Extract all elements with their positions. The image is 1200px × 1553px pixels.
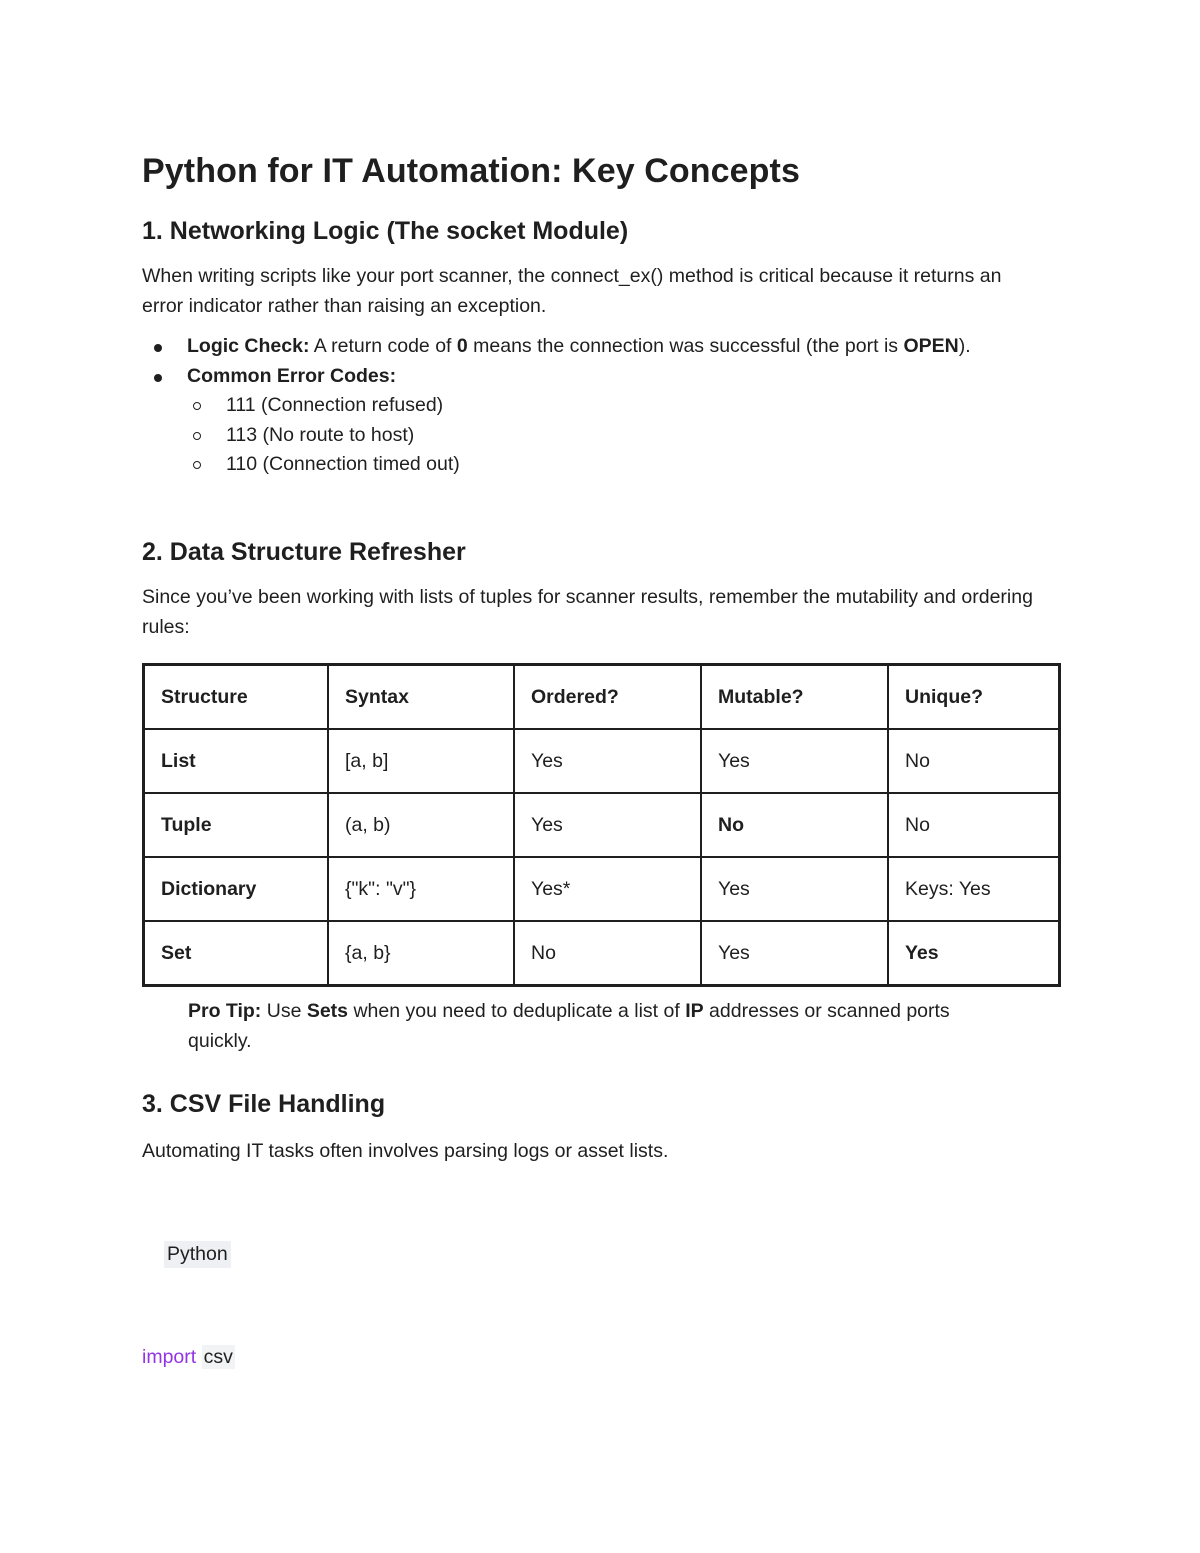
- error-code: 110: [226, 453, 258, 475]
- table-cell: Yes: [701, 921, 888, 986]
- table-cell: No: [514, 921, 701, 986]
- return-code: 0: [456, 335, 468, 357]
- port-state: OPEN: [903, 335, 959, 357]
- code-keyword: import: [142, 1346, 197, 1368]
- table-cell: No: [888, 729, 1060, 793]
- code-line: [142, 1346, 235, 1369]
- table-cell: Yes: [701, 729, 888, 793]
- pro-tip-text-2: when you need to deduplicate a list of: [348, 1000, 686, 1022]
- error-code-item: [186, 450, 1047, 480]
- error-codes-item: [142, 362, 1047, 480]
- bullet-icon: [154, 374, 162, 382]
- column-header: Syntax: [328, 665, 514, 730]
- error-desc: (Connection timed out): [257, 453, 460, 475]
- bullet-icon: [154, 344, 162, 352]
- code-language-label: Python: [164, 1241, 231, 1268]
- section-1-bullets: [142, 332, 1047, 480]
- column-header: Structure: [144, 665, 329, 730]
- pro-tip-sets: Sets: [306, 1000, 349, 1022]
- logic-check-text: A return code of: [309, 335, 457, 357]
- column-header: Unique?: [888, 665, 1060, 730]
- table-cell: {a, b}: [328, 921, 514, 986]
- pro-tip-ip: IP: [685, 1000, 704, 1022]
- table-cell: No: [701, 793, 888, 857]
- table-cell: Tuple: [144, 793, 329, 857]
- table-cell: No: [888, 793, 1060, 857]
- logic-check-item: [142, 332, 1047, 362]
- table-cell: Yes: [701, 857, 888, 921]
- error-code: 113: [226, 423, 258, 446]
- logic-check-end: ).: [958, 335, 971, 357]
- table-cell: Yes*: [514, 857, 701, 921]
- table-cell: Yes: [888, 921, 1060, 986]
- pro-tip-text: Use: [261, 1000, 307, 1022]
- table-row: [144, 921, 1060, 986]
- pro-tip: [188, 996, 1008, 1056]
- circle-bullet-icon: [193, 432, 201, 440]
- table-row: [144, 729, 1060, 793]
- logic-check-label: Logic Check:: [187, 335, 310, 357]
- table-cell: Set: [144, 921, 329, 986]
- section-3-heading: 3. CSV File Handling: [142, 1090, 386, 1118]
- error-desc: (No route to host): [257, 423, 415, 446]
- logic-check-text-2: means the connection was successful (the port is: [467, 335, 904, 357]
- circle-bullet-icon: [193, 402, 201, 410]
- pro-tip-text-3: addresses or scanned ports quickly.: [188, 1000, 950, 1052]
- table-cell: Yes: [514, 729, 701, 793]
- page-title: Python for IT Automation: Key Concepts: [142, 152, 800, 190]
- error-code-item: [186, 421, 1047, 451]
- table-cell: Keys: Yes: [888, 857, 1060, 921]
- error-desc: (Connection refused): [255, 394, 444, 416]
- column-header: Ordered?: [514, 665, 701, 730]
- table-header-row: [144, 665, 1060, 730]
- table-cell: Dictionary: [144, 857, 329, 921]
- section-3-intro: Automating IT tasks often involves parsing logs or asset lists.: [142, 1140, 669, 1162]
- table-cell: List: [144, 729, 329, 793]
- error-codes-label: Common Error Codes:: [187, 364, 397, 387]
- circle-bullet-icon: [193, 461, 201, 469]
- data-structure-table: [142, 663, 1061, 987]
- column-header: Mutable?: [701, 665, 888, 730]
- error-code-item: [186, 391, 1047, 421]
- pro-tip-label: Pro Tip:: [188, 1000, 262, 1022]
- table-cell: Yes: [514, 793, 701, 857]
- section-1-heading: 1. Networking Logic (The socket Module): [142, 217, 629, 245]
- code-module: csv: [203, 1346, 233, 1368]
- table-cell: (a, b): [328, 793, 514, 857]
- section-2-intro: Since you’ve been working with lists of tuples for scanner results, remember the mutability and ordering rules:: [142, 586, 1033, 638]
- table-row: [144, 857, 1060, 921]
- error-codes-list: [187, 391, 1047, 480]
- section-1-intro: When writing scripts like your port scanner, the connect_ex() method is critical because it returns an error indicator rather than raising an exception.: [142, 265, 1002, 317]
- section-2-heading: 2. Data Structure Refresher: [142, 538, 466, 566]
- table-cell: [a, b]: [328, 729, 514, 793]
- table-cell: {"k": "v"}: [328, 857, 514, 921]
- table-row: [144, 793, 1060, 857]
- error-code: 111: [226, 394, 256, 416]
